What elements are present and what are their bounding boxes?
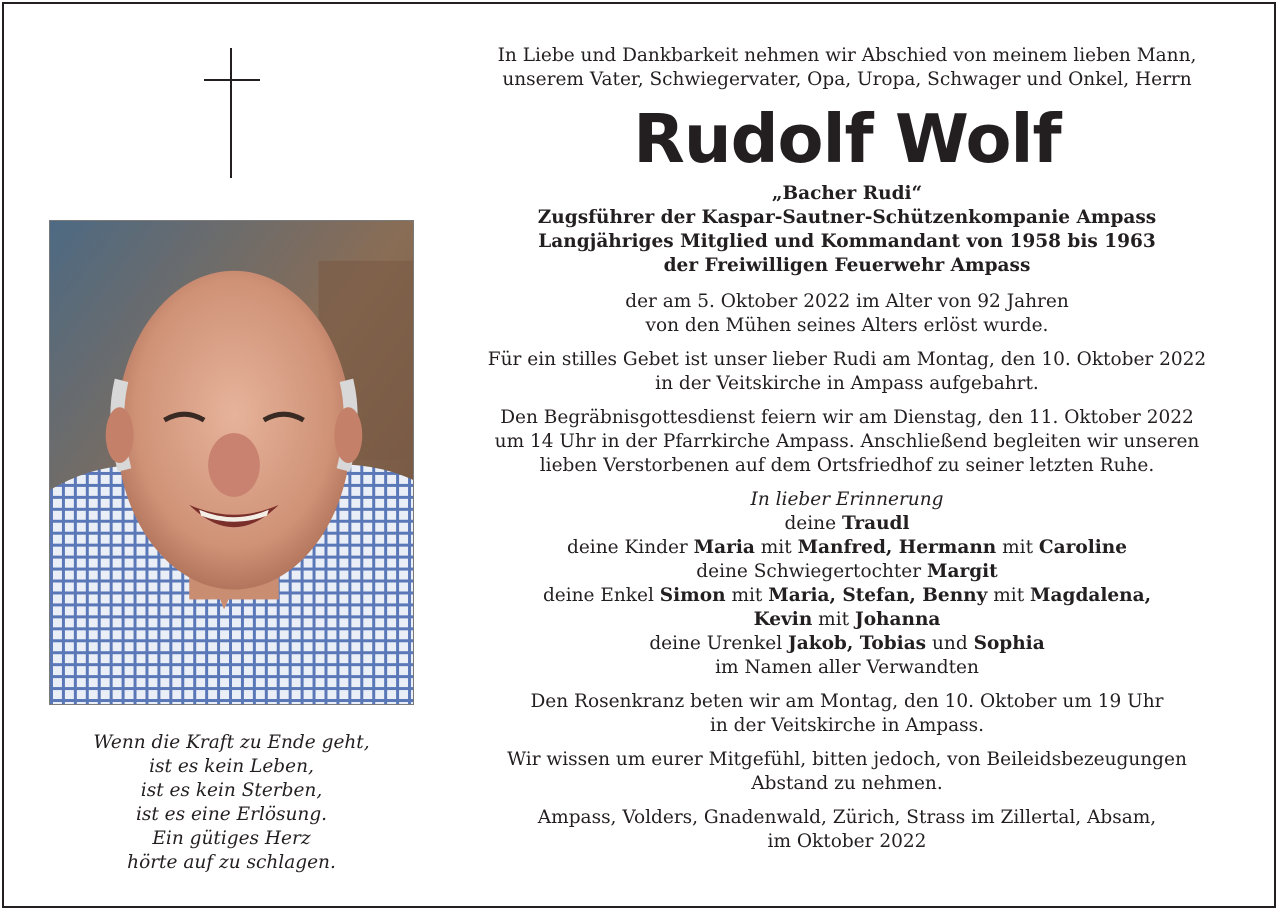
intro [474, 44, 1220, 92]
funeral-line: Den Begräbnisgottesdienst feiern wir am Dienstag, den 11. Oktober 2022 [500, 407, 1194, 428]
poem-line: ist es eine Erlösung. [135, 804, 328, 825]
poem-line: ist es kein Sterben, [140, 780, 323, 801]
rosary-line: Den Rosenkranz beten wir am Montag, den 10. Oktober um 19 Uhr [530, 691, 1164, 712]
poem-line: ist es kein Leben, [149, 756, 314, 777]
places-date [474, 806, 1220, 854]
nickname: „Bacher Rudi“ [771, 183, 923, 204]
family-line-wife: deine Traudl [784, 513, 910, 534]
date-line: im Oktober 2022 [767, 831, 927, 852]
deceased-name: Rudolf Wolf [633, 100, 1061, 178]
condolence-line: Wir wissen um eurer Mitgefühl, bitten jedoch, von Beileidsbezeugungen [507, 749, 1187, 770]
funeral-line: um 14 Uhr in der Pfarrkirche Ampass. Anschließend begleiten wir unseren [494, 431, 1200, 452]
obituary-card [2, 2, 1276, 908]
portrait-photo [49, 220, 414, 705]
intro-line: unserem Vater, Schwiegervater, Opa, Uropa, Schwager und Onkel, Herrn [502, 69, 1192, 90]
death-line: von den Mühen seines Alters erlöst wurde. [645, 315, 1049, 336]
titles [474, 182, 1220, 278]
title-line: Langjähriges Mitglied und Kommandant von 1958 bis 1963 [538, 231, 1156, 252]
poem-line: Ein gütiges Herz [152, 828, 311, 849]
title-line: der Freiwilligen Feuerwehr Ampass [663, 255, 1031, 276]
family-line-daughter-in-law: deine Schwiegertochter Margit [696, 561, 998, 582]
places-line: Ampass, Volders, Gnadenwald, Zürich, Strass im Zillertal, Absam, [537, 807, 1157, 828]
family-heading: In lieber Erinnerung [750, 489, 944, 510]
title-line: Zugsführer der Kaspar-Sautner-Schützenkompanie Ampass [537, 207, 1157, 228]
family-line-grandchildren-2: Kevin mit Johanna [753, 609, 941, 630]
viewing-notice [474, 348, 1220, 396]
poem [49, 731, 414, 875]
poem-line: Wenn die Kraft zu Ende geht, [93, 732, 370, 753]
rosary-line: in der Veitskirche in Ampass. [709, 715, 985, 736]
family-line-great-grandchildren: deine Urenkel Jakob, Tobias und Sophia [649, 633, 1045, 654]
family-line-children: deine Kinder Maria mit Manfred, Hermann mit Caroline [567, 537, 1127, 558]
intro-line: In Liebe und Dankbarkeit nehmen wir Abschied von meinem lieben Mann, [497, 45, 1197, 66]
viewing-line: in der Veitskirche in Ampass aufgebahrt. [655, 373, 1039, 394]
family-line-grandchildren: deine Enkel Simon mit Maria, Stefan, Benny mit Magdalena, [542, 585, 1152, 606]
funeral-notice [474, 406, 1220, 478]
family-line-relatives: im Namen aller Verwandten [715, 657, 979, 678]
funeral-line: lieben Verstorbenen auf dem Ortsfriedhof zu seiner letzten Ruhe. [539, 455, 1155, 476]
condolence-line: Abstand zu nehmen. [751, 773, 943, 794]
poem-line: hörte auf zu schlagen. [127, 852, 336, 873]
rosary-notice [474, 690, 1220, 738]
condolence-notice [474, 748, 1220, 796]
obituary-text [474, 44, 1220, 854]
death-line: der am 5. Oktober 2022 im Alter von 92 Jahren [625, 291, 1069, 312]
cross-icon [204, 48, 260, 178]
family-list [474, 488, 1220, 680]
viewing-line: Für ein stilles Gebet ist unser lieber Rudi am Montag, den 10. Oktober 2022 [487, 349, 1207, 370]
death-notice [474, 290, 1220, 338]
